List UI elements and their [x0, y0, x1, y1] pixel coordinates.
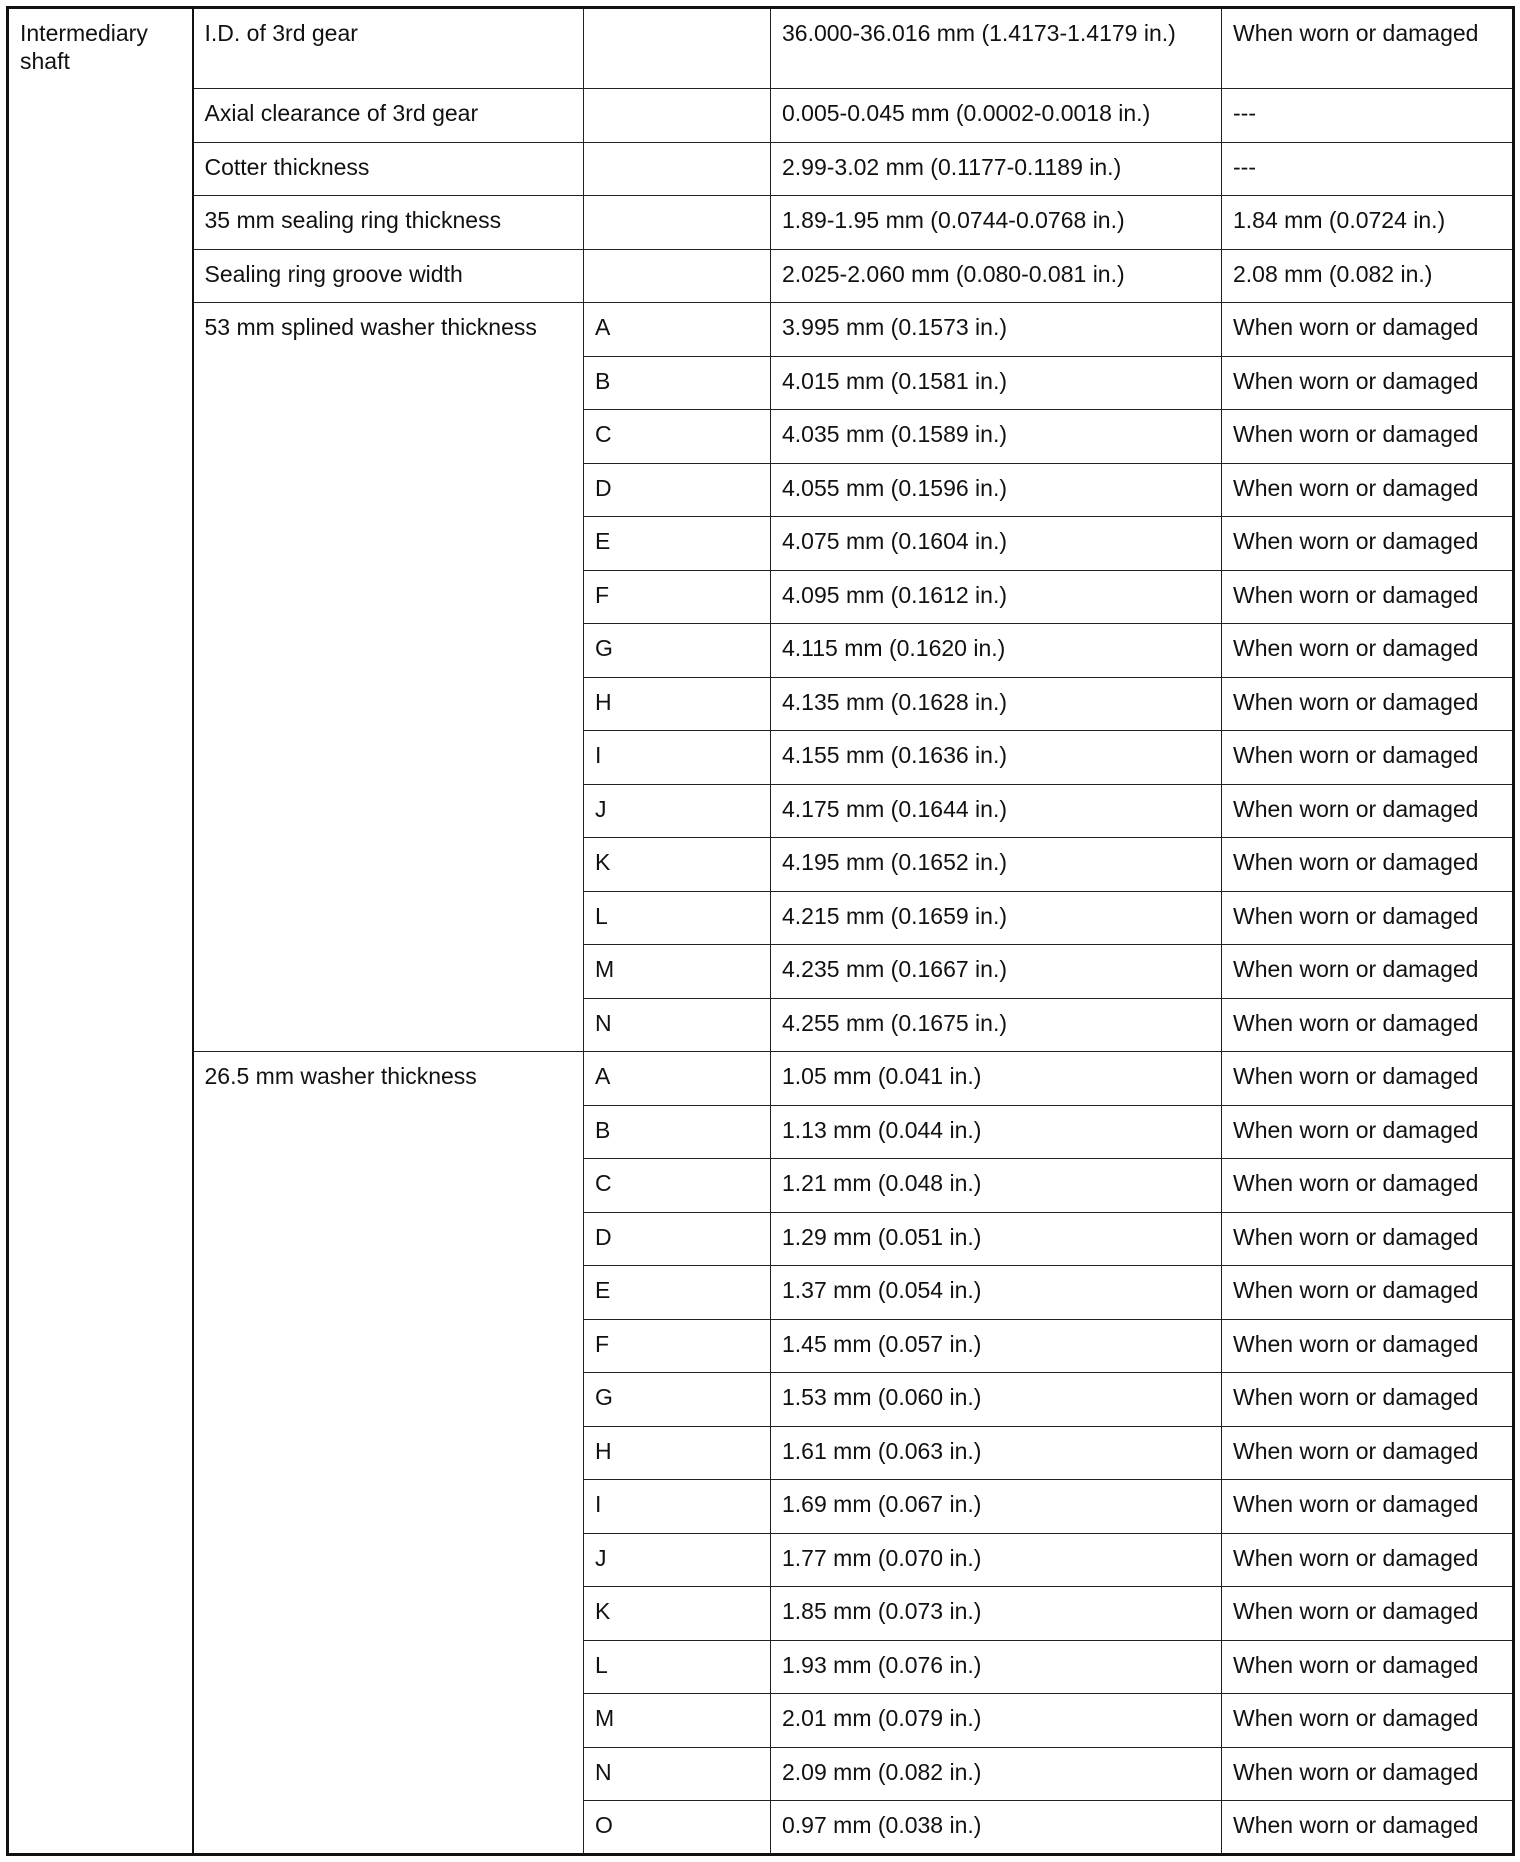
standard-cell: 4.195 mm (0.1652 in.)	[771, 838, 1222, 892]
standard-cell: 2.09 mm (0.082 in.)	[771, 1747, 1222, 1801]
standard-cell: 1.37 mm (0.054 in.)	[771, 1266, 1222, 1320]
limit-cell: When worn or damaged	[1222, 517, 1514, 571]
item-cell: Cotter thickness	[193, 142, 584, 196]
grade-cell: N	[584, 1747, 771, 1801]
standard-cell: 4.155 mm (0.1636 in.)	[771, 731, 1222, 785]
table-row	[8, 303, 1514, 357]
grade-cell: A	[584, 303, 771, 357]
standard-cell: 4.095 mm (0.1612 in.)	[771, 570, 1222, 624]
limit-cell: When worn or damaged	[1222, 1373, 1514, 1427]
grade-cell: I	[584, 1480, 771, 1534]
grade-cell: F	[584, 1319, 771, 1373]
grade-cell: I	[584, 731, 771, 785]
item-cell: 53 mm splined washer thickness	[193, 303, 584, 1052]
standard-cell: 1.29 mm (0.051 in.)	[771, 1212, 1222, 1266]
limit-cell: When worn or damaged	[1222, 570, 1514, 624]
section-cell: Intermediary shaft	[8, 8, 193, 1855]
limit-cell: 1.84 mm (0.0724 in.)	[1222, 196, 1514, 250]
limit-cell: When worn or damaged	[1222, 1266, 1514, 1320]
spec-table-container	[6, 6, 1512, 1856]
grade-cell: O	[584, 1801, 771, 1855]
standard-cell: 0.005-0.045 mm (0.0002-0.0018 in.)	[771, 89, 1222, 143]
item-cell: I.D. of 3rd gear	[193, 8, 584, 89]
standard-cell: 1.89-1.95 mm (0.0744-0.0768 in.)	[771, 196, 1222, 250]
grade-cell: D	[584, 463, 771, 517]
spec-table	[6, 6, 1515, 1856]
grade-cell: B	[584, 356, 771, 410]
standard-cell: 4.115 mm (0.1620 in.)	[771, 624, 1222, 678]
table-row	[8, 196, 1514, 250]
grade-cell: A	[584, 1052, 771, 1106]
limit-cell: When worn or damaged	[1222, 1640, 1514, 1694]
limit-cell: When worn or damaged	[1222, 1480, 1514, 1534]
grade-cell: M	[584, 1694, 771, 1748]
limit-cell: When worn or damaged	[1222, 891, 1514, 945]
standard-cell: 1.77 mm (0.070 in.)	[771, 1533, 1222, 1587]
grade-cell	[584, 142, 771, 196]
limit-cell: When worn or damaged	[1222, 1426, 1514, 1480]
item-cell: 35 mm sealing ring thickness	[193, 196, 584, 250]
limit-cell: When worn or damaged	[1222, 1801, 1514, 1855]
standard-cell: 1.69 mm (0.067 in.)	[771, 1480, 1222, 1534]
grade-cell: F	[584, 570, 771, 624]
spec-table-body	[8, 8, 1514, 1855]
grade-cell	[584, 8, 771, 89]
limit-cell: When worn or damaged	[1222, 1533, 1514, 1587]
standard-cell: 4.215 mm (0.1659 in.)	[771, 891, 1222, 945]
grade-cell: M	[584, 945, 771, 999]
limit-cell: When worn or damaged	[1222, 1319, 1514, 1373]
limit-cell: When worn or damaged	[1222, 1159, 1514, 1213]
standard-cell: 4.235 mm (0.1667 in.)	[771, 945, 1222, 999]
standard-cell: 4.075 mm (0.1604 in.)	[771, 517, 1222, 571]
limit-cell: When worn or damaged	[1222, 624, 1514, 678]
standard-cell: 4.055 mm (0.1596 in.)	[771, 463, 1222, 517]
item-cell: Sealing ring groove width	[193, 249, 584, 303]
limit-cell: When worn or damaged	[1222, 8, 1514, 89]
standard-cell: 1.21 mm (0.048 in.)	[771, 1159, 1222, 1213]
limit-cell: When worn or damaged	[1222, 303, 1514, 357]
standard-cell: 1.45 mm (0.057 in.)	[771, 1319, 1222, 1373]
limit-cell: When worn or damaged	[1222, 1587, 1514, 1641]
standard-cell: 3.995 mm (0.1573 in.)	[771, 303, 1222, 357]
grade-cell: H	[584, 677, 771, 731]
grade-cell	[584, 196, 771, 250]
limit-cell: When worn or damaged	[1222, 1694, 1514, 1748]
grade-cell: K	[584, 1587, 771, 1641]
grade-cell: K	[584, 838, 771, 892]
standard-cell: 1.85 mm (0.073 in.)	[771, 1587, 1222, 1641]
table-row	[8, 142, 1514, 196]
standard-cell: 4.035 mm (0.1589 in.)	[771, 410, 1222, 464]
limit-cell: When worn or damaged	[1222, 1212, 1514, 1266]
standard-cell: 1.13 mm (0.044 in.)	[771, 1105, 1222, 1159]
grade-cell: C	[584, 410, 771, 464]
grade-cell: N	[584, 998, 771, 1052]
standard-cell: 2.025-2.060 mm (0.080-0.081 in.)	[771, 249, 1222, 303]
table-row	[8, 249, 1514, 303]
standard-cell: 36.000-36.016 mm (1.4173-1.4179 in.)	[771, 8, 1222, 89]
limit-cell: When worn or damaged	[1222, 838, 1514, 892]
grade-cell: L	[584, 1640, 771, 1694]
table-row	[8, 8, 1514, 89]
item-cell: 26.5 mm washer thickness	[193, 1052, 584, 1855]
limit-cell: ---	[1222, 89, 1514, 143]
limit-cell: When worn or damaged	[1222, 945, 1514, 999]
limit-cell: When worn or damaged	[1222, 1747, 1514, 1801]
limit-cell: When worn or damaged	[1222, 731, 1514, 785]
grade-cell	[584, 89, 771, 143]
grade-cell: E	[584, 517, 771, 571]
grade-cell: J	[584, 1533, 771, 1587]
limit-cell: When worn or damaged	[1222, 356, 1514, 410]
grade-cell: D	[584, 1212, 771, 1266]
standard-cell: 1.53 mm (0.060 in.)	[771, 1373, 1222, 1427]
standard-cell: 4.015 mm (0.1581 in.)	[771, 356, 1222, 410]
table-row	[8, 1052, 1514, 1106]
grade-cell: H	[584, 1426, 771, 1480]
limit-cell: 2.08 mm (0.082 in.)	[1222, 249, 1514, 303]
limit-cell: When worn or damaged	[1222, 1052, 1514, 1106]
standard-cell: 1.61 mm (0.063 in.)	[771, 1426, 1222, 1480]
standard-cell: 2.99-3.02 mm (0.1177-0.1189 in.)	[771, 142, 1222, 196]
limit-cell: When worn or damaged	[1222, 998, 1514, 1052]
limit-cell: When worn or damaged	[1222, 677, 1514, 731]
limit-cell: ---	[1222, 142, 1514, 196]
item-cell: Axial clearance of 3rd gear	[193, 89, 584, 143]
limit-cell: When worn or damaged	[1222, 784, 1514, 838]
grade-cell: G	[584, 1373, 771, 1427]
standard-cell: 4.255 mm (0.1675 in.)	[771, 998, 1222, 1052]
standard-cell: 4.175 mm (0.1644 in.)	[771, 784, 1222, 838]
grade-cell: B	[584, 1105, 771, 1159]
standard-cell: 0.97 mm (0.038 in.)	[771, 1801, 1222, 1855]
standard-cell: 2.01 mm (0.079 in.)	[771, 1694, 1222, 1748]
standard-cell: 1.93 mm (0.076 in.)	[771, 1640, 1222, 1694]
limit-cell: When worn or damaged	[1222, 463, 1514, 517]
grade-cell: J	[584, 784, 771, 838]
grade-cell: G	[584, 624, 771, 678]
standard-cell: 4.135 mm (0.1628 in.)	[771, 677, 1222, 731]
standard-cell: 1.05 mm (0.041 in.)	[771, 1052, 1222, 1106]
grade-cell: C	[584, 1159, 771, 1213]
limit-cell: When worn or damaged	[1222, 1105, 1514, 1159]
grade-cell: L	[584, 891, 771, 945]
grade-cell	[584, 249, 771, 303]
grade-cell: E	[584, 1266, 771, 1320]
limit-cell: When worn or damaged	[1222, 410, 1514, 464]
table-row	[8, 89, 1514, 143]
